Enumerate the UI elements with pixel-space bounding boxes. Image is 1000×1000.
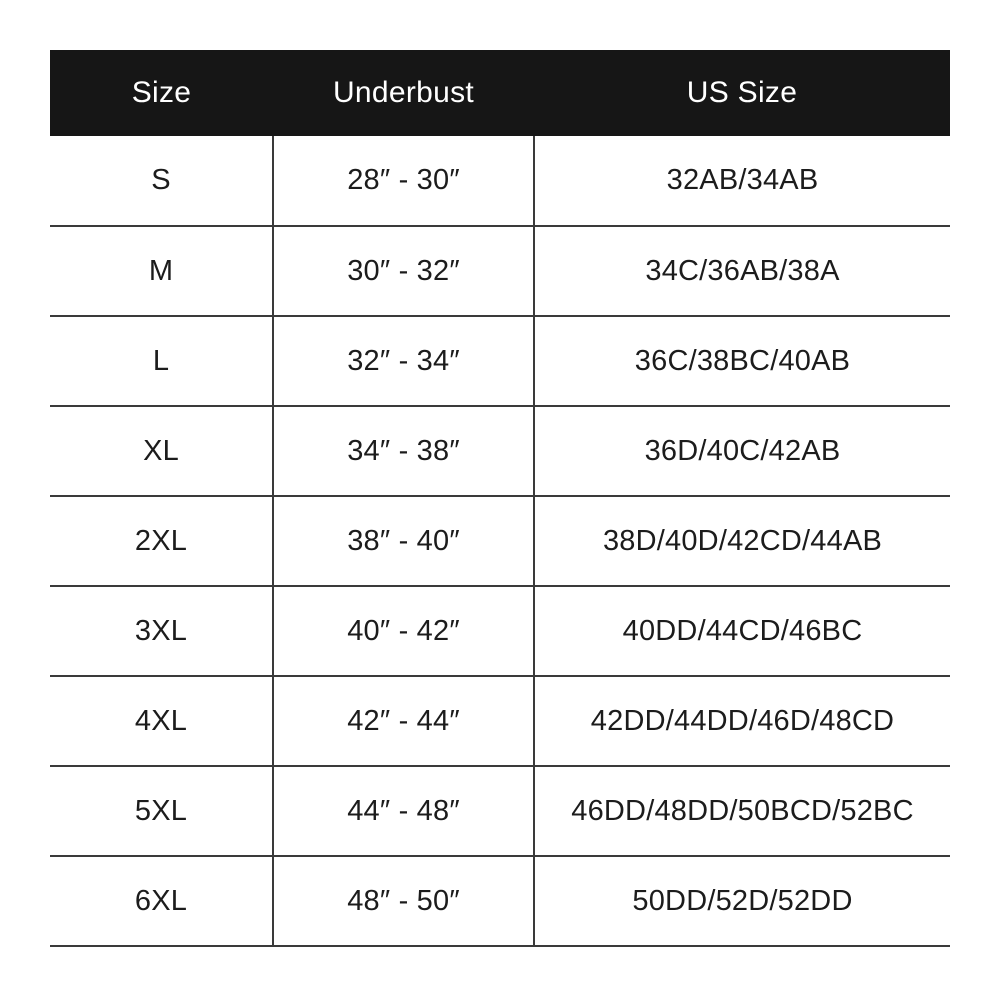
table-row xyxy=(50,856,950,946)
us-size-cell: 36C/38BC/40AB xyxy=(534,316,950,406)
us-size-cell: 36D/40C/42AB xyxy=(534,406,950,496)
table-row xyxy=(50,316,950,406)
size-cell: M xyxy=(50,226,273,316)
size-cell: 5XL xyxy=(50,766,273,856)
underbust-cell: 42″ - 44″ xyxy=(273,676,534,766)
size-cell: XL xyxy=(50,406,273,496)
size-cell: 6XL xyxy=(50,856,273,946)
header-underbust: Underbust xyxy=(332,76,475,109)
underbust-cell: 40″ - 42″ xyxy=(273,586,534,676)
size-cell: 4XL xyxy=(50,676,273,766)
table-row xyxy=(50,136,950,226)
underbust-cell: 48″ - 50″ xyxy=(273,856,534,946)
us-size-cell: 38D/40D/42CD/44AB xyxy=(534,496,950,586)
us-size-cell: 34C/36AB/38A xyxy=(534,226,950,316)
table-header xyxy=(50,50,950,136)
header-size: Size xyxy=(131,76,192,109)
us-size-cell: 40DD/44CD/46BC xyxy=(534,586,950,676)
table-row xyxy=(50,496,950,586)
underbust-cell: 32″ - 34″ xyxy=(273,316,534,406)
table-body xyxy=(50,136,950,946)
underbust-cell: 34″ - 38″ xyxy=(273,406,534,496)
us-size-cell: 50DD/52D/52DD xyxy=(534,856,950,946)
table-row xyxy=(50,766,950,856)
size-cell: S xyxy=(50,136,273,226)
us-size-cell: 32AB/34AB xyxy=(534,136,950,226)
table-row xyxy=(50,226,950,316)
underbust-cell: 30″ - 32″ xyxy=(273,226,534,316)
header-row xyxy=(50,50,950,136)
table-row xyxy=(50,406,950,496)
table-row xyxy=(50,676,950,766)
underbust-cell: 44″ - 48″ xyxy=(273,766,534,856)
us-size-cell: 46DD/48DD/50BCD/52BC xyxy=(534,766,950,856)
header-us-size: US Size xyxy=(686,76,798,109)
size-chart-table xyxy=(50,50,950,947)
underbust-cell: 38″ - 40″ xyxy=(273,496,534,586)
size-cell: L xyxy=(50,316,273,406)
table-row xyxy=(50,586,950,676)
size-cell: 2XL xyxy=(50,496,273,586)
size-cell: 3XL xyxy=(50,586,273,676)
us-size-cell: 42DD/44DD/46D/48CD xyxy=(534,676,950,766)
underbust-cell: 28″ - 30″ xyxy=(273,136,534,226)
